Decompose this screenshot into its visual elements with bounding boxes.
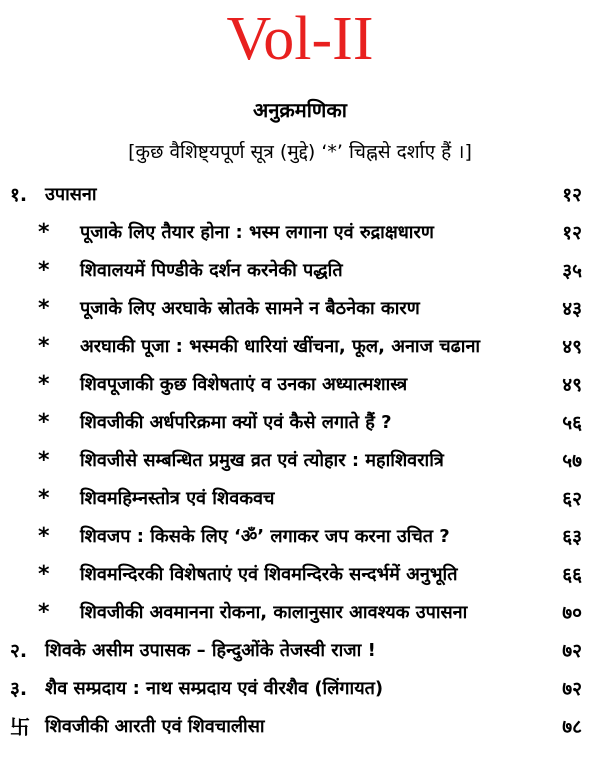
toc-title: शिवजीकी आरती एवं शिवचालीसा [45, 716, 265, 737]
toc-title: शिवमहिम्नस्तोत्र एवं शिवकवच [80, 488, 275, 509]
page-number: ६३ [562, 526, 582, 548]
toc-title: पूजाके लिए तैयार होना : भस्म लगाना एवं रुद्राक्षधारण [80, 222, 434, 243]
toc-subtopic-row [0, 518, 600, 556]
volume-title: Vol-II [226, 5, 374, 73]
toc-title: शैव सम्प्रदाय : नाथ सम्प्रदाय एवं वीरशैव (लिंगायत) [45, 678, 384, 699]
index-heading: अनुक्रमणिका [253, 98, 347, 122]
toc-subtopic-row [0, 480, 600, 518]
toc-title: उपासना [45, 184, 97, 205]
asterisk-icon: * [38, 372, 50, 397]
toc-subtopic-row [0, 442, 600, 480]
page-number: ४९ [562, 336, 582, 358]
asterisk-icon: * [38, 296, 50, 321]
toc-subtopic-row [0, 594, 600, 632]
asterisk-icon: * [38, 410, 50, 435]
toc-section-row [0, 176, 600, 214]
toc-title: शिवमन्दिरकी विशेषताएं एवं शिवमन्दिरके सन्दर्भमें अनुभूति [80, 564, 458, 585]
toc-title: अरघाकी पूजा : भस्मकी धारियां खींचना, फूल, अनाज चढाना [80, 336, 481, 357]
table-of-contents [0, 176, 600, 746]
toc-subtopic-row [0, 252, 600, 290]
asterisk-icon: * [38, 486, 50, 511]
page-number: ७८ [562, 716, 582, 738]
section-number: ३. [10, 678, 28, 700]
toc-section-row [0, 708, 600, 746]
swastika-icon: 卐 [10, 715, 30, 739]
page-number: १२ [562, 184, 582, 206]
asterisk-icon: * [38, 334, 50, 359]
toc-subtopic-row [0, 556, 600, 594]
page-number: ४९ [562, 374, 582, 396]
page-number: १२ [562, 222, 582, 244]
page-number: ५६ [562, 412, 582, 434]
section-number: २. [10, 640, 28, 662]
toc-subtopic-row [0, 328, 600, 366]
toc-title: शिवपूजाकी कुछ विशेषताएं व उनका अध्यात्मशास्त्र [80, 374, 408, 395]
page-number: ७० [562, 602, 582, 624]
page-number: ३५ [562, 260, 582, 282]
asterisk-icon: * [38, 448, 50, 473]
page-number: ६२ [562, 488, 582, 510]
toc-title: शिवजीकी अवमानना रोकना, कालानुसार आवश्यक उपासना [80, 602, 468, 623]
page-number: ७२ [562, 640, 582, 662]
toc-section-row [0, 670, 600, 708]
toc-title: शिवजीकी अर्धपरिक्रमा क्यों एवं कैसे लगाते हैं ? [80, 412, 392, 433]
toc-title: पूजाके लिए अरघाके स्रोतके सामने न बैठनेका कारण [80, 298, 420, 319]
symbol-note: [कुछ वैशिष्ट्यपूर्ण सूत्र (मुद्दे) ‘*’ चिह्नसे दर्शाए हैं ।] [128, 141, 472, 163]
page-number: ४३ [562, 298, 582, 320]
asterisk-icon: * [38, 220, 50, 245]
asterisk-icon: * [38, 258, 50, 283]
toc-subtopic-row [0, 290, 600, 328]
asterisk-icon: * [38, 524, 50, 549]
toc-subtopic-row [0, 404, 600, 442]
page-number: ५७ [562, 450, 582, 472]
toc-subtopic-row [0, 366, 600, 404]
asterisk-icon: * [38, 562, 50, 587]
toc-section-row [0, 632, 600, 670]
toc-title: शिवके असीम उपासक – हिन्दुओंके तेजस्वी राजा ! [45, 640, 376, 661]
toc-title: शिवालयमें पिण्डीके दर्शन करनेकी पद्धति [80, 260, 343, 281]
asterisk-icon: * [38, 600, 50, 625]
page-number: ७२ [562, 678, 582, 700]
toc-subtopic-row [0, 214, 600, 252]
page-number: ६६ [562, 564, 582, 586]
toc-title: शिवजीसे सम्बन्धित प्रमुख व्रत एवं त्योहार : महाशिवरात्रि [80, 450, 444, 471]
section-number: १. [10, 184, 28, 206]
toc-title: शिवजप : किसके लिए ‘ॐ’ लगाकर जप करना उचित ? [80, 526, 450, 547]
